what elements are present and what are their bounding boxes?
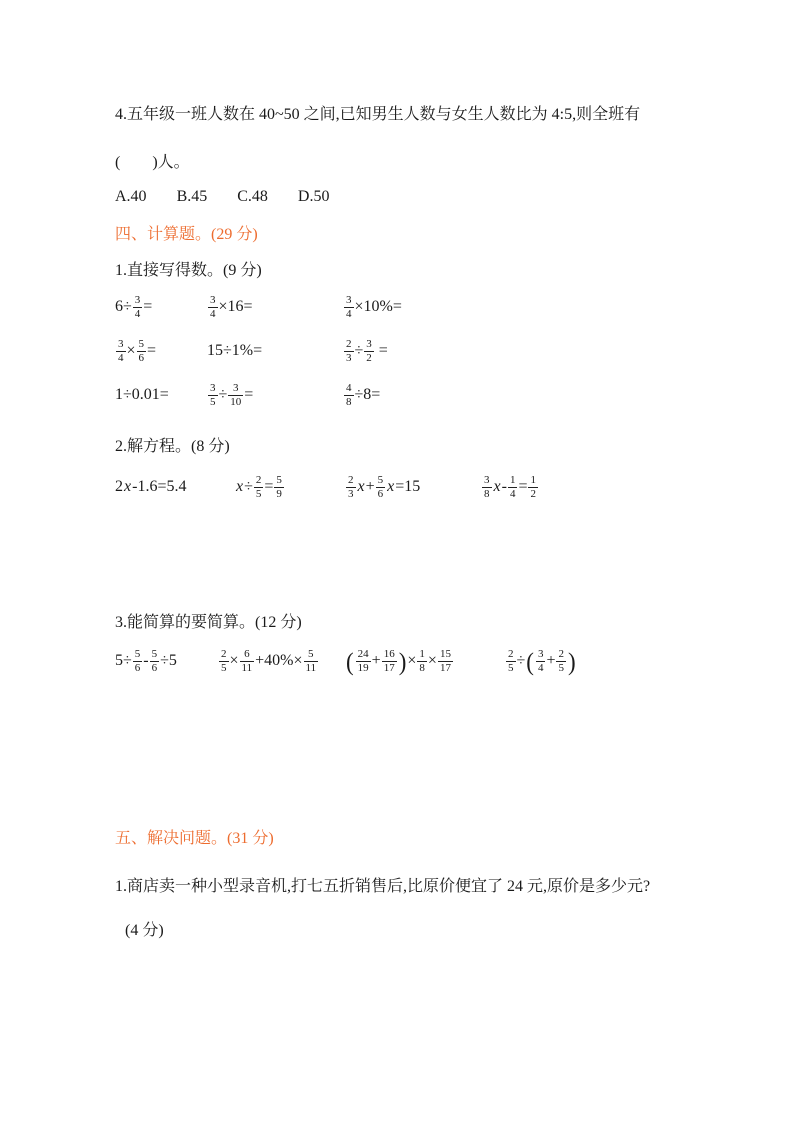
fraction xyxy=(137,339,147,364)
math-text: + xyxy=(365,478,375,495)
section-solve-title: 五、解决问题。(31 分) xyxy=(115,830,274,847)
denominator: 3 xyxy=(348,487,354,500)
math-text: 5÷ xyxy=(115,652,132,669)
math-text: - xyxy=(143,652,149,669)
paren: ) xyxy=(567,647,576,675)
fraction xyxy=(417,649,427,674)
fraction xyxy=(240,649,255,674)
numerator: 5 xyxy=(151,647,158,660)
math-text: ÷ xyxy=(354,342,364,359)
direct-calc-title: 1.直接写得数。(9 分) xyxy=(115,262,262,279)
direct-calc-row-1 xyxy=(115,290,697,324)
numerator: 2 xyxy=(255,473,262,486)
answer-option: C.48 xyxy=(237,188,268,205)
denominator: 10 xyxy=(230,395,242,408)
math-expression xyxy=(115,649,177,674)
math-text: ÷8= xyxy=(354,386,381,403)
math-text: ÷ xyxy=(516,652,526,669)
math-text: = xyxy=(244,386,254,403)
fraction xyxy=(536,649,546,674)
question-4-blank: ( )人。 xyxy=(115,154,190,171)
question-4-text: 4.五年级一班人数在 40~50 之间,已知男生人数与女生人数比为 4:5,则全班有 xyxy=(115,106,641,123)
simplify-row xyxy=(115,644,697,678)
denominator: 8 xyxy=(484,487,490,500)
denominator: 8 xyxy=(419,661,425,674)
math-expression xyxy=(343,295,402,320)
numerator: 3 xyxy=(233,381,239,394)
math-text: = xyxy=(518,478,528,495)
math-text: = xyxy=(374,342,388,359)
denominator: 4 xyxy=(509,487,516,500)
fraction xyxy=(133,295,143,320)
fraction xyxy=(208,295,218,320)
math-expression xyxy=(345,649,454,674)
fraction xyxy=(438,649,453,674)
numerator: 15 xyxy=(439,647,451,660)
fraction xyxy=(254,475,264,500)
numerator: 1 xyxy=(509,473,516,486)
denominator: 17 xyxy=(439,661,451,674)
equations-row xyxy=(115,470,697,504)
denominator: 6 xyxy=(138,351,145,364)
math-text: 6÷ xyxy=(115,298,132,315)
answer-option: A.40 xyxy=(115,188,147,205)
fraction xyxy=(482,475,492,500)
math-text: 15÷1%= xyxy=(207,342,263,359)
fraction xyxy=(304,649,319,674)
math-text: = xyxy=(264,478,274,495)
math-expression xyxy=(207,295,253,320)
numerator: 3 xyxy=(134,293,141,306)
fraction xyxy=(528,475,538,500)
section-calc-title: 四、计算题。(29 分) xyxy=(115,226,258,243)
math-expression xyxy=(207,383,253,408)
problem-1-text: 1.商店卖一种小型录音机,打七五折销售后,比原价便宜了 24 元,原价是多少元? xyxy=(115,878,651,895)
math-text: -1.6=5.4 xyxy=(132,478,187,495)
math-expression xyxy=(115,478,186,496)
denominator: 6 xyxy=(377,487,384,500)
numerator: 5 xyxy=(308,647,314,660)
numerator: 3 xyxy=(118,337,124,350)
fraction xyxy=(344,383,354,408)
paren: ( xyxy=(346,647,354,675)
denominator: 5 xyxy=(221,661,227,674)
equations-title: 2.解方程。(8 分) xyxy=(115,438,230,455)
numerator: 3 xyxy=(210,381,216,394)
denominator: 5 xyxy=(558,661,564,674)
paren: ) xyxy=(398,647,407,675)
numerator: 3 xyxy=(484,473,490,486)
denominator: 11 xyxy=(305,661,317,674)
math-text: + xyxy=(546,652,556,669)
numerator: 2 xyxy=(508,647,514,660)
direct-calc-row-3 xyxy=(115,378,697,412)
question-4-options xyxy=(115,186,697,208)
numerator: 5 xyxy=(138,337,145,350)
math-text: =15 xyxy=(395,478,421,495)
math-text: ×16= xyxy=(218,298,253,315)
numerator: 2 xyxy=(221,647,227,660)
math-variable: x xyxy=(493,478,501,495)
fraction xyxy=(219,649,229,674)
denominator: 6 xyxy=(134,661,141,674)
numerator: 4 xyxy=(346,381,352,394)
fraction xyxy=(556,649,566,674)
numerator: 3 xyxy=(346,293,352,306)
numerator: 2 xyxy=(348,473,354,486)
denominator: 4 xyxy=(134,307,141,320)
denominator: 9 xyxy=(276,487,282,500)
math-text: = xyxy=(143,298,153,315)
math-expression xyxy=(115,295,152,320)
math-text: × xyxy=(229,652,239,669)
fraction xyxy=(228,383,243,408)
math-variable: x xyxy=(124,478,132,495)
denominator: 19 xyxy=(357,661,369,674)
fraction xyxy=(346,475,356,500)
math-text: × xyxy=(126,342,136,359)
answer-option: D.50 xyxy=(297,188,330,205)
denominator: 4 xyxy=(210,307,216,320)
math-text: ×10%= xyxy=(354,298,402,315)
denominator: 2 xyxy=(530,487,536,500)
denominator: 17 xyxy=(383,661,395,674)
math-expression xyxy=(218,649,319,674)
fraction xyxy=(208,383,218,408)
answer-option: B.45 xyxy=(176,188,208,205)
fraction xyxy=(344,295,354,320)
fraction xyxy=(150,649,160,674)
numerator: 1 xyxy=(419,647,425,660)
math-text: × xyxy=(427,652,437,669)
math-text: 2 xyxy=(115,478,123,495)
numerator: 3 xyxy=(537,647,544,660)
math-text: + xyxy=(371,652,381,669)
numerator: 5 xyxy=(134,647,141,660)
numerator: 5 xyxy=(276,473,282,486)
fraction xyxy=(356,649,371,674)
math-variable: x xyxy=(387,478,395,495)
math-variable: x xyxy=(357,478,365,495)
denominator: 6 xyxy=(151,661,158,674)
numerator: 2 xyxy=(558,647,564,660)
math-expression xyxy=(115,386,169,404)
math-expression xyxy=(505,649,577,674)
fraction xyxy=(274,475,284,500)
math-expression xyxy=(345,475,420,500)
fraction xyxy=(133,649,143,674)
numerator: 3 xyxy=(210,293,216,306)
fraction xyxy=(508,475,518,500)
fraction xyxy=(116,339,126,364)
fraction xyxy=(364,339,374,364)
problem-1-points: (4 分) xyxy=(125,922,164,939)
math-text: ÷5 xyxy=(160,652,177,669)
denominator: 3 xyxy=(346,351,352,364)
math-text: = xyxy=(147,342,157,359)
numerator: 16 xyxy=(383,647,395,660)
math-text: ÷ xyxy=(244,478,253,495)
denominator: 5 xyxy=(508,661,514,674)
math-expression xyxy=(343,339,388,364)
denominator: 4 xyxy=(346,307,352,320)
denominator: 8 xyxy=(346,395,352,408)
numerator: 1 xyxy=(530,473,536,486)
denominator: 4 xyxy=(537,661,544,674)
math-expression xyxy=(481,475,539,500)
fraction xyxy=(506,649,516,674)
numerator: 3 xyxy=(366,337,372,350)
numerator: 24 xyxy=(357,647,369,660)
fraction xyxy=(382,649,397,674)
denominator: 4 xyxy=(118,351,124,364)
paren: ( xyxy=(526,647,534,675)
math-expression xyxy=(235,475,285,500)
math-text: ÷ xyxy=(218,386,228,403)
fraction xyxy=(344,339,354,364)
simplify-title: 3.能简算的要简算。(12 分) xyxy=(115,614,302,631)
denominator: 11 xyxy=(241,661,253,674)
math-text: - xyxy=(501,478,507,495)
math-variable: x xyxy=(236,478,244,495)
denominator: 5 xyxy=(255,487,262,500)
math-expression xyxy=(343,383,380,408)
math-expression xyxy=(115,339,156,364)
direct-calc-row-2 xyxy=(115,334,697,368)
denominator: 5 xyxy=(210,395,216,408)
numerator: 5 xyxy=(377,473,384,486)
math-text: +40%× xyxy=(255,652,303,669)
math-text: 1÷0.01= xyxy=(115,386,169,403)
math-text: × xyxy=(407,652,417,669)
math-expression xyxy=(207,342,262,360)
fraction xyxy=(376,475,386,500)
numerator: 6 xyxy=(244,647,250,660)
denominator: 2 xyxy=(366,351,372,364)
numerator: 2 xyxy=(346,337,352,350)
